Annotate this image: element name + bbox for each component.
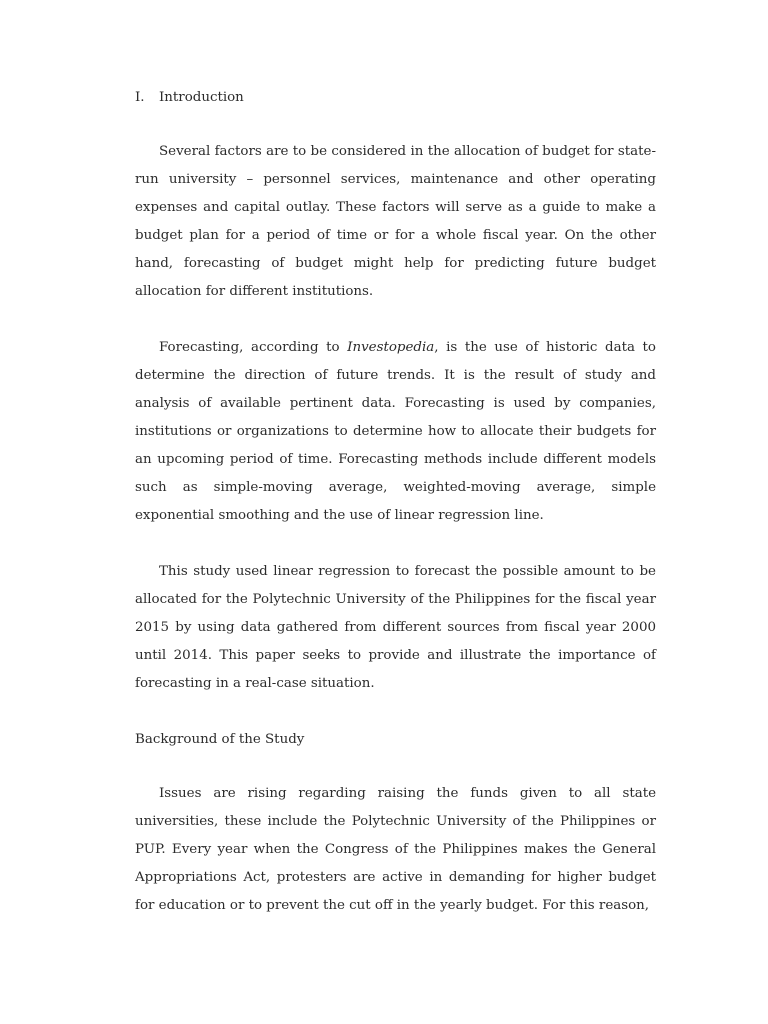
source-name: Investopedia [347,340,435,355]
forecasting-text-after: , is the use of historic data to determine the direction of future trends. It is the result of study and analysis of available pertinent data. Forecasting is used by companies, institutions or organizations to determine how to allocate their budgets for an upcoming period of time. Forecasting methods include different models such as simple-moving average, weighted-moving average, simple exponential smoothing and the use of linear regression line. [135,340,656,523]
paragraph-study-purpose: This study used linear regression to forecast the possible amount to be allocated for the Polytechnic University of the Philippines for the fiscal year 2015 by using data gathered from different sources from fiscal year 2000 until 2014. This paper seeks to provide and illustrate the importance of forecasting in a real-case situation. [135,564,656,691]
section-number: I. [135,90,145,105]
paragraph-background: Issues are rising regarding raising the funds given to all state universities, these include the Polytechnic University of the Philippines or PUP. Every year when the Congress of the Philippines makes the General Appropriations Act, protesters are active in demanding for higher budget for education or to prevent the cut off in the yearly budget. For this reason, [135,786,656,913]
forecasting-text-before: Forecasting, according to [159,340,348,355]
paragraph-budget-factors: Several factors are to be considered in the allocation of budget for state-run university – personnel services, maintenance and other operating expenses and capital outlay. These factors will serve as a guide to make a budget plan for a period of time or for a whole fiscal year. On the other hand, forecasting of budget might help for predicting future budget allocation for different institutions. [135,144,656,299]
document-page [135,84,656,948]
section-heading [135,84,656,112]
paragraph-forecasting-definition [135,334,656,530]
section-title: Introduction [159,90,244,105]
subsection-heading: Background of the Study [135,732,305,747]
